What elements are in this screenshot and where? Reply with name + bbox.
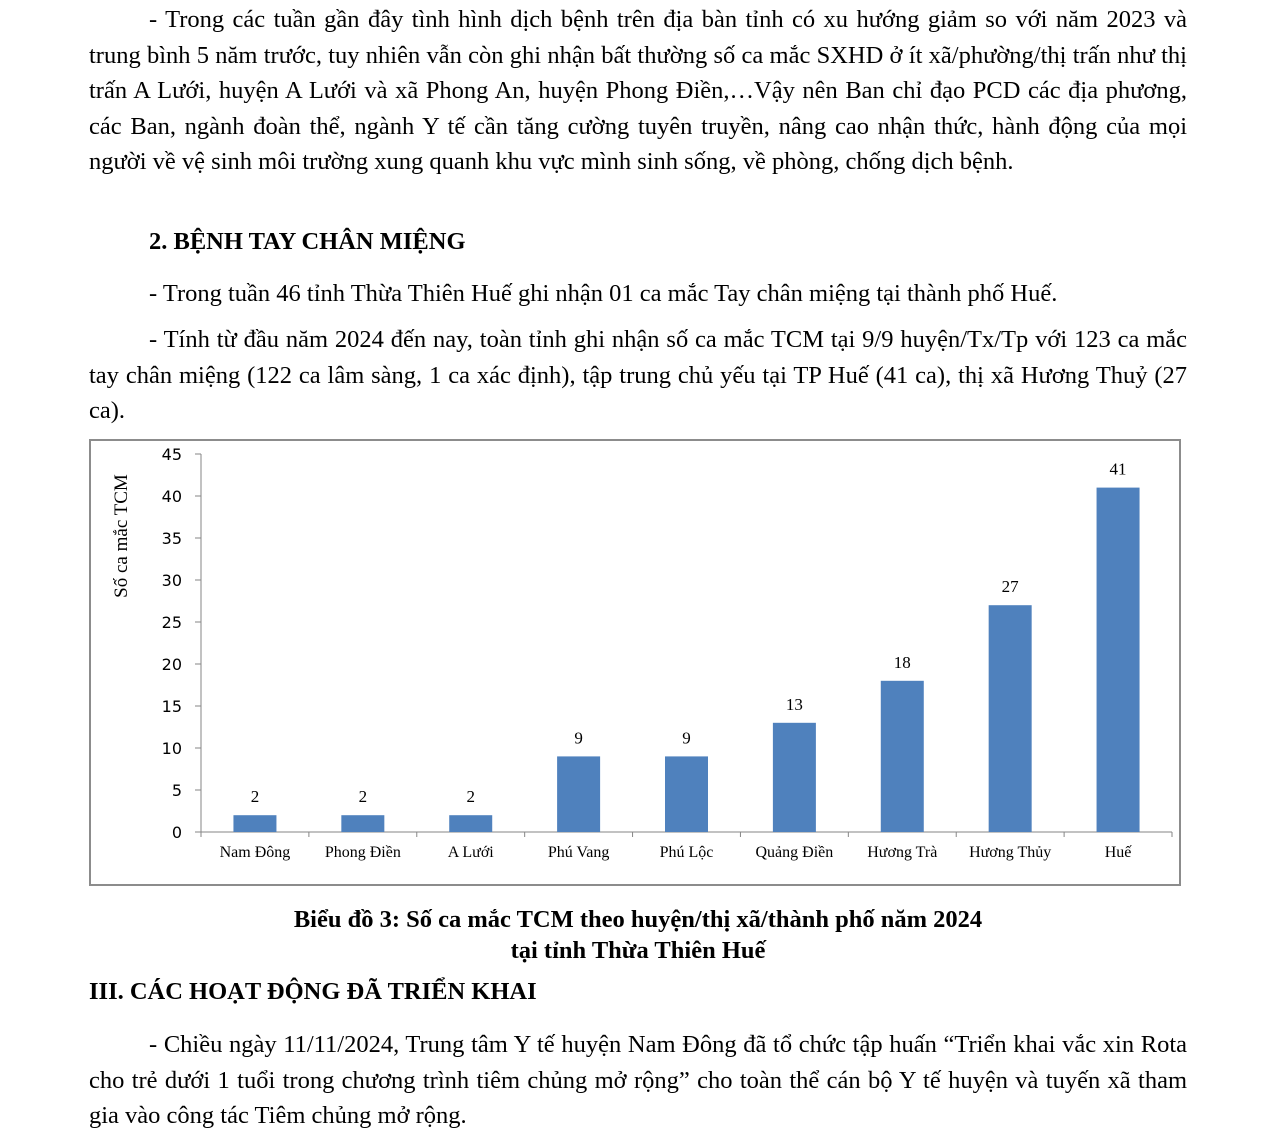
y-tick-label: 40 xyxy=(161,487,182,506)
category-label-4: Phú Lộc xyxy=(659,844,714,861)
data-label-8: 41 xyxy=(1109,459,1127,479)
category-label-1: Phong Điền xyxy=(324,844,401,861)
category-label-8: Huế xyxy=(1104,844,1132,861)
bar-1 xyxy=(341,815,384,832)
y-tick-label: 10 xyxy=(161,739,182,758)
y-tick-label: 5 xyxy=(171,781,182,800)
paragraph-year-total-text: - Tính từ đầu năm 2024 đến nay, toàn tỉnh ghi nhận số ca mắc TCM tại 9/9 huyện/Tx/Tp với 123 ca mắc tay chân miệng (122 ca lâm sàng, 1 ca xác định), tập trung chủ yếu tại TP Huế (41 ca), thị xã Hương Thuỷ (27 ca). xyxy=(89,326,1187,424)
data-label-2: 2 xyxy=(466,787,475,807)
chart-frame xyxy=(89,439,1181,886)
category-label-3: Phú Vang xyxy=(547,844,610,861)
y-tick-label: 35 xyxy=(161,529,182,548)
bar-5 xyxy=(773,723,816,832)
paragraph-rota-training xyxy=(89,1027,1187,1134)
paragraph-dengue-text: - Trong các tuần gần đây tình hình dịch bệnh trên địa bàn tỉnh có xu hướng giảm so với năm 2023 và trung bình 5 năm trước, tuy nhiên vẫn còn ghi nhận bất thường số ca mắc SXHD ở ít xã/phường/thị trấn như thị trấn A Lưới, huyện A Lưới và xã Phong An, huyện Phong Điền,…Vậy nên Ban chỉ đạo PCD các địa phương, các Ban, ngành đoàn thể, ngành Y tế cần tăng cường tuyên truyền, nâng cao nhận thức, hành động của mọi người về vệ sinh môi trường xung quanh khu vực mình sinh sống, về phòng, chống dịch bệnh. xyxy=(89,6,1187,175)
y-axis-title: Số ca mắc TCM xyxy=(111,474,132,598)
bar-6 xyxy=(881,681,924,832)
bar-8 xyxy=(1097,488,1140,832)
data-label-0: 2 xyxy=(250,787,260,807)
bar-3 xyxy=(557,756,600,832)
paragraph-dengue-summary xyxy=(89,2,1187,180)
data-label-4: 9 xyxy=(682,728,691,748)
paragraph-year-total xyxy=(89,322,1187,429)
data-label-5: 13 xyxy=(785,694,803,714)
section-heading-hfmd: 2. BỆNH TAY CHÂN MIỆNG xyxy=(149,228,466,255)
paragraph-week46 xyxy=(89,276,1187,312)
category-label-6: Hương Trà xyxy=(867,844,938,861)
chart-caption-line1: Biểu đồ 3: Số ca mắc TCM theo huyện/thị xã/thành phố năm 2024 xyxy=(293,906,983,933)
y-tick-label: 0 xyxy=(171,823,182,842)
section-heading-activities: III. CÁC HOẠT ĐỘNG ĐÃ TRIỂN KHAI xyxy=(89,978,537,1005)
data-label-3: 9 xyxy=(574,728,583,748)
category-label-0: Nam Đông xyxy=(219,844,291,861)
category-label-2: A Lưới xyxy=(447,844,494,861)
data-label-7: 27 xyxy=(1001,577,1019,597)
chart-caption-line2: tại tỉnh Thừa Thiên Huế xyxy=(510,937,766,964)
category-label-7: Hương Thủy xyxy=(969,844,1052,861)
category-label-5: Quảng Điền xyxy=(755,844,834,861)
y-tick-label: 45 xyxy=(161,445,182,464)
bar-chart xyxy=(91,441,1183,888)
bar-4 xyxy=(665,756,708,832)
y-tick-label: 30 xyxy=(161,571,182,590)
paragraph-week46-text: - Trong tuần 46 tỉnh Thừa Thiên Huế ghi nhận 01 ca mắc Tay chân miệng tại thành phố Huế. xyxy=(149,280,1058,307)
bar-0 xyxy=(233,815,276,832)
paragraph-rota-text: - Chiều ngày 11/11/2024, Trung tâm Y tế huyện Nam Đông đã tổ chức tập huấn “Triển khai vắc xin Rota cho trẻ dưới 1 tuổi trong chương trình tiêm chủng mở rộng” cho toàn thể cán bộ Y tế huyện và tuyến xã tham gia vào công tác Tiêm chủng mở rộng. xyxy=(89,1031,1187,1129)
bar-2 xyxy=(449,815,492,832)
y-tick-label: 15 xyxy=(161,697,182,716)
bar-7 xyxy=(989,605,1032,832)
data-label-1: 2 xyxy=(358,787,368,807)
y-tick-label: 20 xyxy=(161,655,182,674)
data-label-6: 18 xyxy=(893,652,911,672)
y-tick-label: 25 xyxy=(161,613,182,632)
